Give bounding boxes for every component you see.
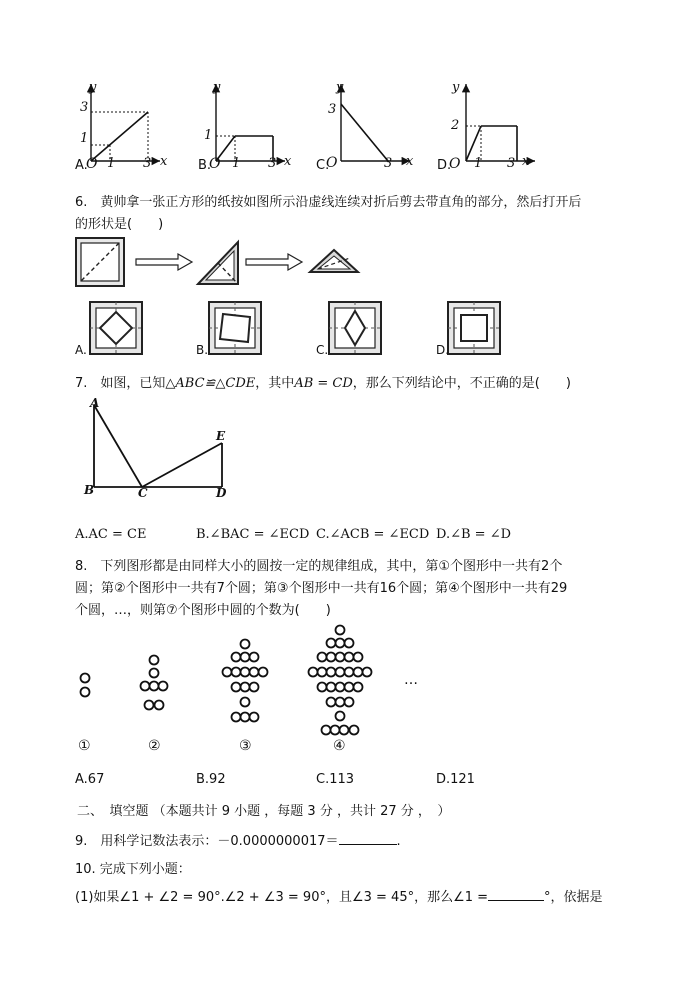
- graph-c-y-tick-3: 3: [328, 102, 337, 117]
- graph-a-x-tick-1: 1: [107, 156, 116, 171]
- graph-b-option: B.: [198, 158, 212, 173]
- q6-option-c-figure: [327, 300, 387, 358]
- q9-answer-blank[interactable]: [339, 832, 397, 845]
- q6-option-d[interactable]: D.: [436, 343, 450, 357]
- graph-a-y-tick-1: 1: [80, 131, 89, 146]
- q8-label-1: ①: [78, 738, 91, 754]
- graph-d-x-label: x: [522, 154, 530, 169]
- graph-d-y-label: y: [452, 80, 460, 95]
- q10-1-tail: °，依据是: [544, 890, 603, 905]
- q8-label-4: ④: [333, 738, 346, 754]
- section2-heading: 二、 填空题 （本题共计 9 小题 ，每题 3 分 ，共计 27 分 ， ）: [77, 804, 451, 819]
- graph-b-x-label: x: [284, 154, 292, 169]
- graph-b-origin: O: [209, 156, 221, 172]
- q7-point-b: B: [84, 483, 95, 497]
- q6-option-b[interactable]: B.: [196, 343, 209, 357]
- q7-congruence: △ABC≌△CDE: [165, 376, 256, 391]
- graph-a-x-tick-3: 3: [143, 156, 152, 171]
- q7-point-e: E: [216, 429, 226, 443]
- q9-text: 9. 用科学记数法表示：－0.0000000017＝: [75, 834, 339, 849]
- graph-d-origin: O: [449, 156, 461, 172]
- q7-option-c[interactable]: C.∠ACB = ∠ECD: [316, 527, 430, 542]
- q8-option-d[interactable]: D.121: [436, 772, 475, 787]
- q7-mid: ，其中: [255, 376, 295, 391]
- q6-option-c[interactable]: C.: [316, 343, 329, 357]
- graph-a-x-label: x: [160, 154, 168, 169]
- graph-b-y-label: y: [213, 80, 221, 95]
- graph-c-origin: O: [326, 155, 338, 171]
- q8-option-a[interactable]: A.67: [75, 772, 105, 787]
- graph-b: [216, 84, 285, 161]
- graph-c-option: C.: [316, 158, 330, 173]
- graph-d-y-tick-2: 2: [451, 118, 460, 133]
- q8-line1: 8. 下列图形都是由同样大小的圆按一定的规律组成，其中，第①个图形中一共有2个: [75, 559, 563, 574]
- q7-num: 7. 如图，已知: [75, 376, 166, 391]
- q7-tail: ，那么下列结论中，不正确的是( ): [352, 376, 571, 391]
- graph-c: [341, 84, 410, 161]
- q7-option-a[interactable]: A.AC = CE: [75, 527, 147, 542]
- graph-d: [466, 84, 535, 161]
- q8-label-3: ③: [239, 738, 252, 754]
- q6-line1: 6. 黄帅拿一张正方形的纸按如图所示沿虚线连续对折后剪去带直角的部分，然后打开后: [75, 195, 582, 210]
- graph-d-option: D.: [437, 158, 452, 173]
- q6-option-d-figure: [446, 300, 506, 358]
- graph-d-x-tick-3: 3: [507, 156, 516, 171]
- q7-point-a: A: [90, 396, 100, 410]
- q6-option-a[interactable]: A.: [75, 343, 87, 357]
- q6-option-b-figure: [207, 300, 267, 358]
- q8-line2: 圆；第②个图形中一共有7个圆；第③个图形中一共有16个圆；第④个图形中一共有29: [75, 581, 568, 596]
- q7-stem: [75, 372, 571, 391]
- q7-option-b[interactable]: B.∠BAC = ∠ECD: [196, 527, 310, 542]
- q10-1-answer-blank[interactable]: [488, 888, 544, 901]
- graph-d-x-tick-1: 1: [474, 156, 483, 171]
- q6-line2: 的形状是( ): [75, 217, 164, 232]
- graph-a-y-tick-3: 3: [80, 100, 89, 115]
- q7-point-c: C: [138, 486, 148, 500]
- q8-option-c[interactable]: C.113: [316, 772, 355, 787]
- graph-c-x-label: x: [406, 154, 414, 169]
- q9-line: [75, 830, 401, 849]
- graph-c-y-label: y: [336, 80, 344, 95]
- q6-fold-diagram: [70, 234, 370, 290]
- graph-b-x-tick-1: 1: [232, 156, 241, 171]
- q8-ellipsis: …: [404, 672, 418, 688]
- graph-a-origin: O: [86, 156, 98, 172]
- graph-a-option: A.: [75, 158, 88, 173]
- q8-line3: 个圆，…，则第⑦个图形中圆的个数为( ): [75, 603, 331, 618]
- graph-a: [91, 84, 160, 161]
- q8-circle-patterns: [70, 620, 430, 738]
- graph-b-y-tick-1: 1: [204, 128, 213, 143]
- q7-point-d: D: [216, 486, 227, 500]
- q7-condition: AB = CD: [294, 376, 353, 391]
- q9-end: .: [396, 834, 401, 849]
- graph-c-x-tick-3: 3: [384, 156, 393, 171]
- q10-1-text: (1)如果∠1 + ∠2 = 90°.∠2 + ∠3 = 90°，且∠3 = 45°，那么∠1 =: [75, 890, 489, 905]
- q8-option-b[interactable]: B.92: [196, 772, 226, 787]
- q8-label-2: ②: [148, 738, 161, 754]
- q7-option-d[interactable]: D.∠B = ∠D: [436, 527, 512, 542]
- q10-1-line: [75, 886, 603, 905]
- graph-b-x-tick-3: 3: [268, 156, 277, 171]
- graph-a-y-label: y: [89, 80, 97, 95]
- q6-option-a-figure: [88, 300, 148, 358]
- q10-heading: 10. 完成下列小题：: [75, 862, 191, 877]
